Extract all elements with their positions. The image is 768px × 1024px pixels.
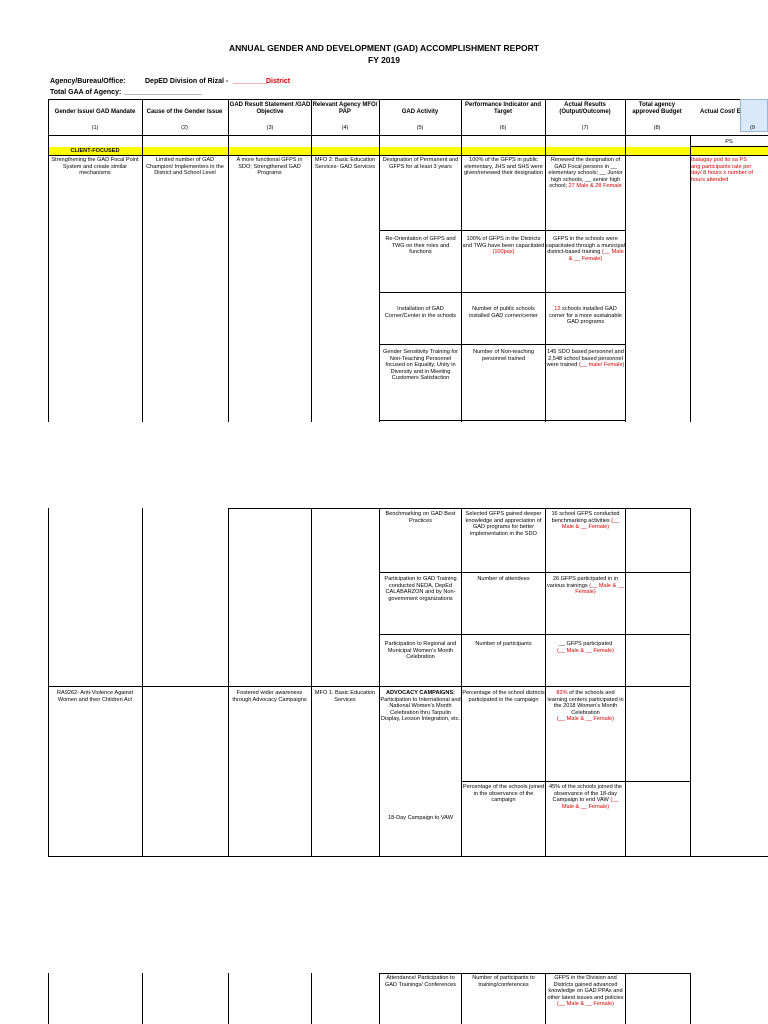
indicator-gad-corner: Number of public schools installed GAD corner/center [469, 306, 538, 319]
agency-label: Agency/Bureau/Office: [50, 78, 126, 85]
indicator-trainings: Number of participants to training/conferences [472, 975, 535, 988]
header-mfo: Relevant Agency MFO/ PAP [312, 102, 378, 115]
result-womens-month: __ GFPS participated (__ Male & __ Female) [557, 641, 614, 654]
header-num-7: (7) [581, 125, 589, 131]
ps-label: PS [725, 139, 733, 145]
indicator-benchmarking: Selected GFPS gained deeper knowledge and appreciation of GAD programs for better implementation in the SDO [465, 511, 542, 537]
header-result-statement: GAD Result Statement /GAD Objective [229, 102, 311, 115]
header-activity: GAD Activity [401, 109, 439, 115]
indicator-gst: Number of Non-teaching personnel trained [473, 349, 534, 362]
client-focused-label: CLIENT-FOCUSED [70, 148, 120, 154]
indicator-designation: 100% of the GFPS in public elementary, JHS and SHS were given/renewed their designation [464, 157, 543, 177]
district-label: District [266, 78, 291, 85]
result-campaign: 45% of the schools joined the observance of the 18-day Campaign to end VAW (__ Male & __ Female) [548, 784, 623, 810]
result-reorientation: GFPS in the schools were capacitated through a municipal district-based training (__ Male & __ Female) [546, 236, 625, 262]
indicator-advocacy: Percentage of the school districts participated in the campaign [462, 690, 545, 703]
header-gender-issue: Gender Issue/ GAD Mandate [54, 109, 136, 115]
header-actual-cost: Actual Cost/ E [700, 109, 741, 115]
activity-gad-corner: Installation of GAD Corner/Center in the schools [384, 306, 457, 319]
result-functional-gfps: A more functional GFPS in SDO; Strengthened GAD Programs [236, 157, 303, 177]
mfo-basic-education: MFO 1: Basic Education Services [314, 690, 376, 703]
result-awareness: Fostered wider awareness through Advocacy Campaigns [232, 690, 307, 703]
header-actual-results: Actual Results (Output/Outcome) [559, 102, 611, 115]
result-designation: Renewed the designation of GAD Focal persons in __ elementary schools; __ Junior high schools, __ senior high school; 27 Male & 28 Female [548, 157, 623, 190]
header-indicator: Performance Indicator and Target [464, 102, 542, 115]
gaa-blank: ____________________ [124, 89, 202, 96]
activity-designation: Designation of Permanent and GFPS for at least 3 years [382, 157, 459, 170]
header-num-6: (6) [499, 125, 507, 131]
activity-reorientation: Re-Orientation of GFPS and TWG on their roles and functions [385, 236, 456, 256]
header-budget: Total agency approved Budget [632, 102, 682, 115]
result-advocacy: 82% of the schools and learning centers participated in the 2018 Women's Month Celebration (__ Male & __ Female) [547, 690, 624, 723]
mfo-gad-services: MFO 2: Basic Education Services- GAD Services [314, 157, 376, 170]
report-title: ANNUAL GENDER AND DEVELOPMENT (GAD) ACCOMPLISHMENT REPORT [229, 43, 539, 53]
cause-limited-gad: Limited number of GAD Champion/ Implementers in the District and School Level [146, 157, 224, 177]
header-num-4: (4) [341, 125, 349, 131]
activity-gad-trainings: Attendance/ Participation to GAD Trainings/ Conferences [384, 975, 457, 988]
result-trainings: 26 GFPS participated in in various trainings (__ Male & __ Female) [546, 576, 625, 596]
header-num-8: (8) [653, 125, 661, 131]
activity-benchmarking: Benchmarking on GAD Best Practices [385, 511, 456, 524]
header-num-1: (1) [91, 125, 99, 131]
report-fy: FY 2019 [368, 55, 400, 65]
indicator-campaign: Percentage of the schools joined in the observance of the campaign [462, 784, 545, 804]
indicator-reorientation: 100% of GFPS in the Districts and TWG have been capacitated (100pax) [462, 236, 545, 256]
header-num-2: (2) [181, 125, 188, 131]
activity-gst: Gender Sensitivity Training for Non-Teaching Personnel focused on Equality, Unity in Diversity and in Meeting Customers Satisfaction [383, 349, 458, 382]
activity-womens-month: Participation to Regional and Municipal Women's Month Celebration [384, 641, 457, 661]
issue-ra9262: RA9262- Anti-Violence Against Women and their Children Act [56, 690, 134, 703]
activity-18-day-campaign: 18-Day Campaign to VAW [388, 815, 453, 821]
header-num-5: (5) [416, 125, 424, 131]
client-focused-band [48, 147, 768, 155]
activity-neda-training: Participation to GAD Training conducted NEDA, DepEd CALABARZON and by Non-government organizations [384, 576, 457, 602]
result-gst: 145 SDO based personnel and 2,548 school based personnel were trained (__ male/ Female) [546, 349, 625, 369]
indicator-participants: Number of participants [475, 641, 532, 647]
gaa-label: Total GAA of Agency: [50, 89, 122, 96]
ps-note: Ibalagay pod ito sa PS ang participants rate per day/ 8 hours x number of hours attended [691, 157, 753, 183]
result-benchmarking: 16 school GFPS conducted benchmarking activities (__ Male & __ Female) [551, 511, 620, 531]
issue-gfps: Strengthening the GAD Focal Point System and create similar mechanisms [51, 157, 139, 177]
header-cause: Cause of the Gender Issue [146, 109, 223, 115]
header-num-9: (9 [750, 125, 755, 131]
activity-advocacy: ADVOCACY CAMPAIGNS: Participation to International and National Women's Month Celebration thru Tarpulin Display, Lesson Integration, etc. [380, 690, 461, 723]
result-gad-trainings: GFPS in the Division and Districts gained advanced knowledge on GAD PPAs and other latest issues and policies (__ Male & __ Female) [547, 975, 624, 1008]
agency-value: DepED Division of Rizal - [145, 78, 229, 85]
header-num-3: (3) [266, 125, 274, 131]
indicator-attendees: Number of attendees [477, 576, 530, 582]
district-blank: _________ [233, 78, 269, 85]
result-gad-corner: 12 schools installed GAD corner for a more sustainable GAD programs [549, 306, 622, 326]
